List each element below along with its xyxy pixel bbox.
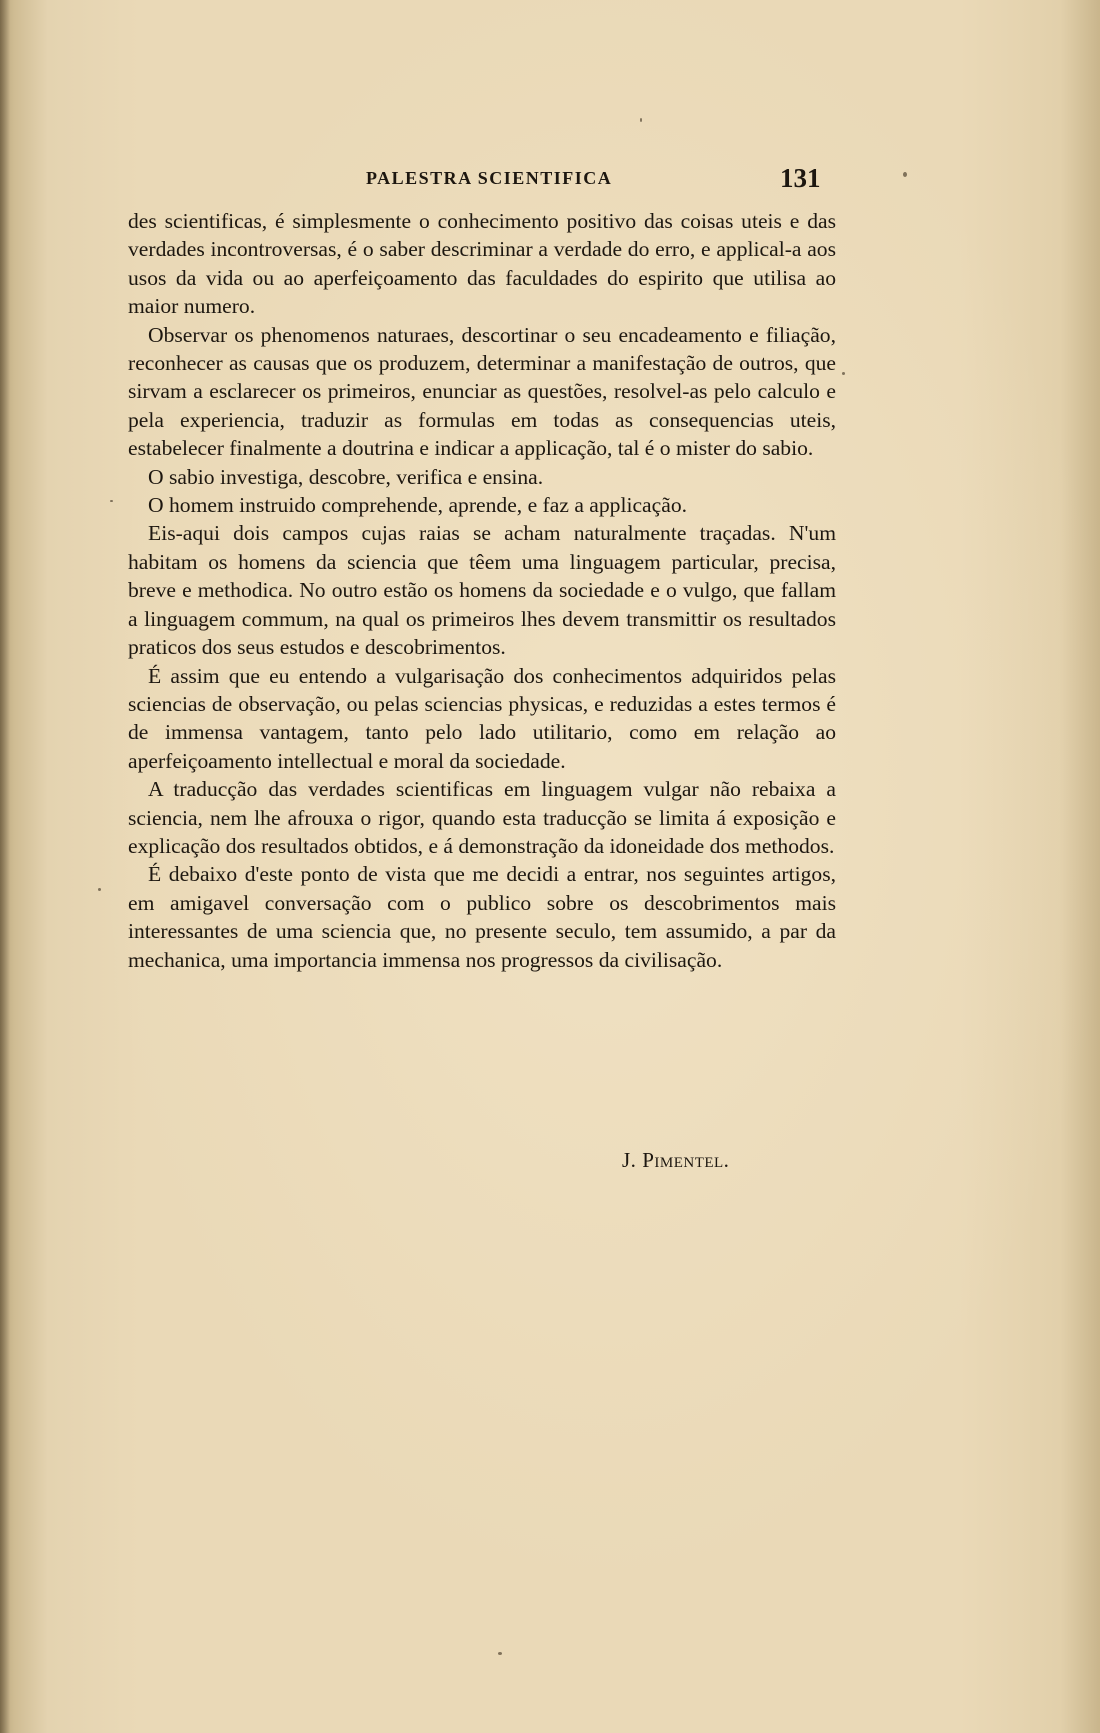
paragraph: O homem instruido comprehende, aprende, e faz a applicação. <box>148 493 688 518</box>
paragraph: des scientificas, é simplesmente o conhecimento positivo das coisas uteis e das verdades incontroversas, é o saber descriminar a verdade do erro, e applical-a aos usos da vida ou ao aperfeiçoamento das faculdades do espirito que utilisa ao maior numero. <box>128 209 836 319</box>
paragraph: Observar os phenomenos naturaes, descortinar o seu encadeamento e filiação, reconhecer as causas que os produzem, determinar a manifestação de outros, que sirvam a esclarecer os primeiros, enunciar as questões, resolvel-as pelo calculo e pela experiencia, traduzir as formulas em todas as consequencias uteis, estabelecer finalmente a doutrina e indicar a applicação, tal é o mister do sabio. <box>128 322 836 461</box>
paper-speck <box>842 372 845 375</box>
paragraph: A traducção das verdades scientificas em linguagem vulgar não rebaixa a sciencia, nem lhe afrouxa o rigor, quando esta traducção se limita á exposição e explicação dos resultados obtidos, e á demonstração da idoneidade dos methodos. <box>128 777 836 858</box>
paper-speck <box>110 500 113 502</box>
paper-speck <box>98 888 101 891</box>
binding-shadow <box>0 0 10 1733</box>
paragraph: Eis-aqui dois campos cujas raias se acham naturalmente traçadas. N'um habitam os homens da sciencia que têem uma linguagem particular, precisa, breve e methodica. No outro estão os homens da sociedade e o vulgo, que fallam a linguagem commum, na qual os primeiros lhes devem transmittir os resultados praticos dos seus estudos e descobrimentos. <box>128 521 836 660</box>
author-signature <box>622 1148 729 1173</box>
paper-speck <box>903 172 907 177</box>
signature-surname: Pimentel. <box>642 1148 730 1172</box>
signature-initial: J. <box>622 1148 637 1172</box>
paragraph: É debaixo d'este ponto de vista que me decidi a entrar, nos seguintes artigos, em amigavel conversação com o publico sobre os descobrimentos mais interessantes de uma sciencia que, no presente seculo, tem assumido, a par da mechanica, uma importancia immensa nos progressos da civilisação. <box>128 862 836 972</box>
page-number: 131 <box>780 163 821 193</box>
running-header-title: PALESTRA SCIENTIFICA <box>366 168 613 188</box>
paper-speck <box>498 1652 502 1655</box>
paragraph: É assim que eu entendo a vulgarisação dos conhecimentos adquiridos pelas sciencias de observação, ou pelas sciencias physicas, e reduzidas a estes termos é de immensa vantagem, tanto pelo lado utilitario, como em relação ao aperfeiçoamento intellectual e moral da sociedade. <box>128 663 836 773</box>
paper-speck <box>640 118 642 122</box>
body-text <box>128 207 836 974</box>
paragraph: O sabio investiga, descobre, verifica e ensina. <box>148 464 544 489</box>
